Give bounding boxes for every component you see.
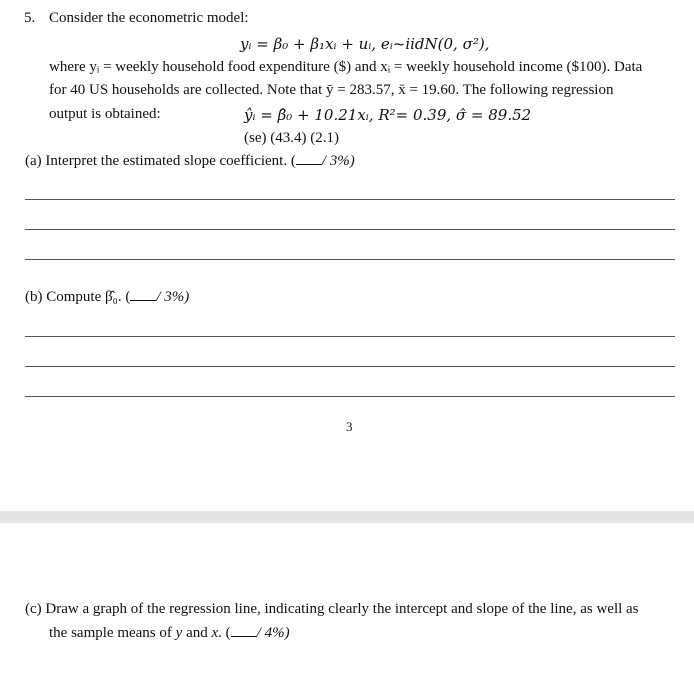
question-intro: Consider the econometric model: bbox=[49, 10, 249, 26]
part-c-score: / 4%) bbox=[256, 625, 290, 641]
answer-line-a2[interactable] bbox=[25, 229, 675, 230]
answer-line-b1[interactable] bbox=[25, 336, 675, 337]
answer-line-a1[interactable] bbox=[25, 199, 675, 200]
question-number: 5. bbox=[24, 10, 36, 26]
part-b-score: / 3%) bbox=[156, 289, 190, 305]
part-b-prompt bbox=[25, 289, 189, 306]
var-y: y bbox=[175, 625, 183, 641]
standard-errors: (se) (43.4) (2.1) bbox=[244, 130, 339, 146]
part-c-prefix: the sample means of bbox=[49, 625, 176, 641]
var-x: x bbox=[211, 625, 219, 641]
part-c-score-blank[interactable] bbox=[231, 625, 257, 637]
answer-line-b3[interactable] bbox=[25, 396, 675, 397]
part-b-score-blank[interactable] bbox=[130, 289, 156, 301]
page-separator bbox=[0, 511, 694, 523]
part-a-score: / 3%) bbox=[321, 153, 355, 169]
part-a-text: (a) Interpret the estimated slope coefficient. ( bbox=[25, 153, 296, 169]
model-equation: yᵢ = β₀ + β₁xᵢ + uᵢ, eᵢ~iidN(0, σ²), bbox=[240, 35, 490, 53]
part-c-line2 bbox=[49, 625, 290, 642]
part-a-score-blank[interactable] bbox=[296, 153, 322, 165]
regression-equation: ŷᵢ = β̂₀ + 10.21xᵢ, R²= 0.39, σ̂ = 89.52 bbox=[244, 106, 532, 124]
part-c-period: . ( bbox=[218, 625, 231, 641]
question-text-line1: where yᵢ = weekly household food expenditure ($) and xᵢ = weekly household income ($100). Data bbox=[49, 59, 643, 75]
part-c-line1: (c) Draw a graph of the regression line, indicating clearly the intercept and slope of the line, as well as bbox=[25, 601, 639, 617]
answer-line-b2[interactable] bbox=[25, 366, 675, 367]
question-text-line2: for 40 US households are collected. Note that ȳ = 283.57, x̄ = 19.60. The following regression bbox=[49, 82, 614, 98]
part-c-and: and bbox=[182, 625, 212, 641]
part-b-text: (b) Compute β̂₀. ( bbox=[25, 289, 131, 305]
question-text-line3: output is obtained: bbox=[49, 106, 161, 122]
answer-line-a3[interactable] bbox=[25, 259, 675, 260]
page-number: 3 bbox=[346, 419, 353, 434]
part-a-prompt bbox=[25, 153, 355, 170]
